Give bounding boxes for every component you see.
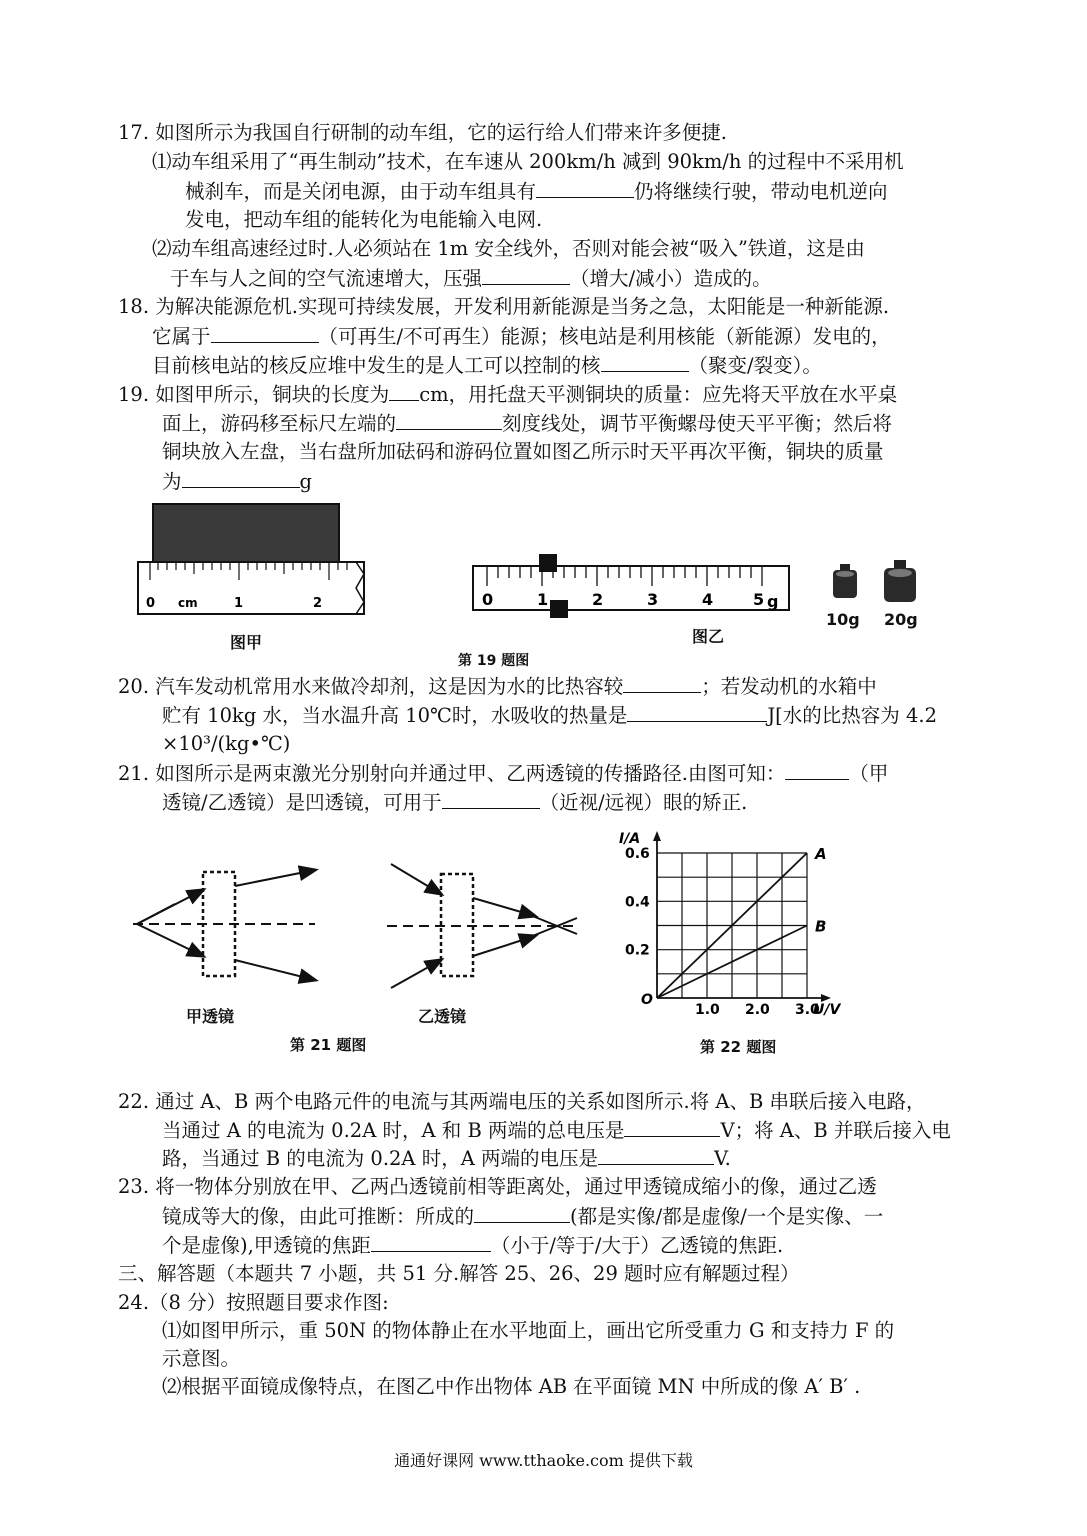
answer-blank bbox=[623, 674, 701, 693]
weight-label-10g: 10g bbox=[826, 610, 860, 629]
scale-label-1: 1 bbox=[537, 590, 549, 609]
figure-21-lenses bbox=[125, 850, 595, 1000]
scale-label-0: 0 bbox=[482, 590, 494, 609]
y-tick-label: 0.4 bbox=[625, 894, 650, 911]
weight-20g-icon bbox=[884, 560, 916, 602]
q18-line1: 18. 为解决能源危机.实现可持续发展，开发利用新能源是当务之急，太阳能是一种新能源. bbox=[118, 295, 890, 318]
q24-p2-line1: ⑵根据平面镜成像特点，在图乙中作出物体 AB 在平面镜 MN 中所成的像 A′ B′ . bbox=[162, 1375, 861, 1398]
ruler-label-1: 1 bbox=[234, 596, 244, 611]
q23-line2: 镜成等大的像，由此可推断：所成的 (都是实像/都是虚像/一个是实像、一 bbox=[162, 1205, 884, 1228]
ruler-label-cm: cm bbox=[178, 596, 198, 610]
answer-blank bbox=[624, 1118, 720, 1137]
x-tick-label: 1.0 bbox=[695, 1002, 720, 1018]
q24-p1-line1: ⑴如图甲所示，重 50N 的物体静止在水平地面上，画出它所受重力 G 和支持力 F 的 bbox=[162, 1319, 895, 1342]
ruler-label-0: 0 bbox=[146, 596, 156, 611]
weights-figure bbox=[822, 560, 932, 608]
q19-line4: 为 g bbox=[162, 470, 312, 493]
copper-block bbox=[153, 504, 339, 562]
scale-label-4: 4 bbox=[702, 590, 714, 609]
q18-line3: 目前核电站的核反应堆中发生的是人工可以控制的核 （聚变/裂变）。 bbox=[152, 354, 822, 377]
scale-label-3: 3 bbox=[647, 590, 659, 609]
q23-line1: 23. 将一物体分别放在甲、乙两凸透镜前相等距离处，通过甲透镜成缩小的像，通过乙透 bbox=[118, 1175, 877, 1198]
q17-p1-line2: 械刹车，而是关闭电源，由于动车组具有 仍将继续行驶，带动电机逆向 bbox=[185, 180, 888, 203]
x-axis-arrow bbox=[821, 994, 831, 1002]
series-label-B: B bbox=[815, 917, 827, 936]
answer-blank bbox=[601, 353, 689, 372]
caption-fig-19: 第 19 题图 bbox=[458, 653, 530, 669]
rider-bottom bbox=[550, 600, 568, 618]
weight-10g-icon bbox=[833, 564, 857, 598]
q22-line3: 路，当通过 B 的电流为 0.2A 时，A 两端的电压是 V. bbox=[162, 1147, 731, 1170]
q20-line1: 20. 汽车发动机常用水来做冷却剂，这是因为水的比热容较 ；若发动机的水箱中 bbox=[118, 675, 877, 698]
q18-line2: 它属于 （可再生/不可再生）能源；核电站是利用核能（新能源）发电的， bbox=[152, 325, 891, 348]
figure-22-iu-chart bbox=[615, 820, 875, 1020]
answer-blank bbox=[474, 1204, 570, 1223]
answer-blank bbox=[598, 1146, 714, 1165]
origin-label: O bbox=[641, 992, 653, 1008]
y-tick-label: 0.6 bbox=[625, 846, 650, 862]
q17-p1-line1: ⑴动车组采用了“再生制动”技术，在车速从 200km/h 减到 90km/h 的过程中不采用机 bbox=[152, 150, 904, 173]
weight-label-20g: 20g bbox=[884, 610, 918, 629]
q24-p1-line2: 示意图。 bbox=[162, 1347, 241, 1370]
q17-p2-line2: 于车与人之间的空气流速增大，压强 （增大/减小）造成的。 bbox=[170, 267, 772, 290]
scale-label-5: 5 bbox=[753, 590, 765, 609]
q19-line3: 铜块放入左盘，当右盘所加砝码和游码位置如图乙所示时天平再次平衡，铜块的质量 bbox=[162, 440, 884, 463]
answer-blank bbox=[396, 411, 502, 430]
q20-line3: ×10³/(kg•℃) bbox=[162, 732, 291, 755]
q21-line2: 透镜/乙透镜）是凹透镜，可用于 （近视/远视）眼的矫正. bbox=[162, 791, 748, 814]
q22-line1: 22. 通过 A、B 两个电路元件的电流与其两端电压的关系如图所示.将 A、B 串联后接入电路， bbox=[118, 1090, 926, 1113]
q20-line2: 贮有 10kg 水，当水温升高 10℃时，水吸收的热量是 J[水的比热容为 4.2 bbox=[162, 704, 937, 727]
answer-blank bbox=[785, 761, 849, 780]
lens-jia bbox=[133, 870, 315, 980]
caption-fig-22: 第 22 题图 bbox=[700, 1038, 777, 1056]
answer-blank bbox=[371, 1233, 491, 1252]
scale-label-2: 2 bbox=[592, 590, 604, 609]
q21-line1: 21. 如图所示是两束激光分别射向并通过甲、乙两透镜的传播路径.由图可知： （甲 bbox=[118, 762, 889, 785]
caption-fig-21: 第 21 题图 bbox=[290, 1036, 367, 1054]
q19-line1: 19. 如图甲所示，铜块的长度为 cm，用托盘天平测铜块的质量：应先将天平放在水平桌 bbox=[118, 383, 898, 406]
answer-blank bbox=[182, 469, 300, 488]
y-tick-label: 0.2 bbox=[625, 942, 650, 959]
answer-blank bbox=[389, 382, 419, 401]
q17-stem: 17. 如图所示为我国自行研制的动车组，它的运行给人们带来许多便捷. bbox=[118, 121, 727, 144]
rider-top bbox=[539, 554, 557, 572]
page-footer: 通通好课网 www.tthaoke.com 提供下载 bbox=[394, 1451, 693, 1470]
section-3-heading: 三、解答题（本题共 7 小题，共 51 分.解答 25、26、29 题时应有解题过程） bbox=[118, 1262, 800, 1285]
ruler-label-2: 2 bbox=[313, 596, 323, 611]
caption-fig-jia: 图甲 bbox=[230, 633, 263, 652]
answer-blank bbox=[211, 324, 319, 343]
q19-line2: 面上，游码移至标尺左端的 刻度线处，调节平衡螺母使天平平衡；然后将 bbox=[162, 412, 893, 435]
scale-label-g: g bbox=[767, 592, 779, 611]
q23-line3: 个是虚像),甲透镜的焦距 （小于/等于/大于）乙透镜的焦距. bbox=[162, 1234, 784, 1257]
caption-fig-yi: 图乙 bbox=[692, 627, 725, 646]
caption-lens-yi: 乙透镜 bbox=[418, 1007, 467, 1026]
answer-blank bbox=[482, 266, 570, 285]
q17-p2-line1: ⑵动车组高速经过时.人必须站在 1m 安全线外，否则对能会被“吸入”铁道，这是由 bbox=[152, 237, 865, 260]
q24-line1: 24.（8 分）按照题目要求作图: bbox=[118, 1291, 389, 1314]
x-axis-label: U/V bbox=[813, 1002, 841, 1018]
y-axis-arrow bbox=[653, 831, 661, 841]
series-label-A: A bbox=[815, 845, 827, 863]
answer-blank bbox=[442, 790, 540, 809]
q22-line2: 当通过 A 的电流为 0.2A 时，A 和 B 两端的总电压是 V；将 A、B 并联后接入电 bbox=[162, 1119, 951, 1142]
q17-p1-line3: 发电，把动车组的能转化为电能输入电网. bbox=[185, 208, 543, 231]
lens-yi bbox=[387, 864, 577, 988]
x-tick-label: 3.0 bbox=[795, 1002, 820, 1018]
answer-blank bbox=[536, 179, 634, 198]
answer-blank bbox=[627, 703, 767, 722]
y-axis-label: I/A bbox=[619, 831, 641, 847]
caption-lens-jia: 甲透镜 bbox=[186, 1007, 235, 1026]
figure-19-balance-scale bbox=[465, 548, 795, 620]
figure-19-ruler bbox=[130, 496, 370, 626]
x-tick-label: 2.0 bbox=[745, 1002, 770, 1018]
